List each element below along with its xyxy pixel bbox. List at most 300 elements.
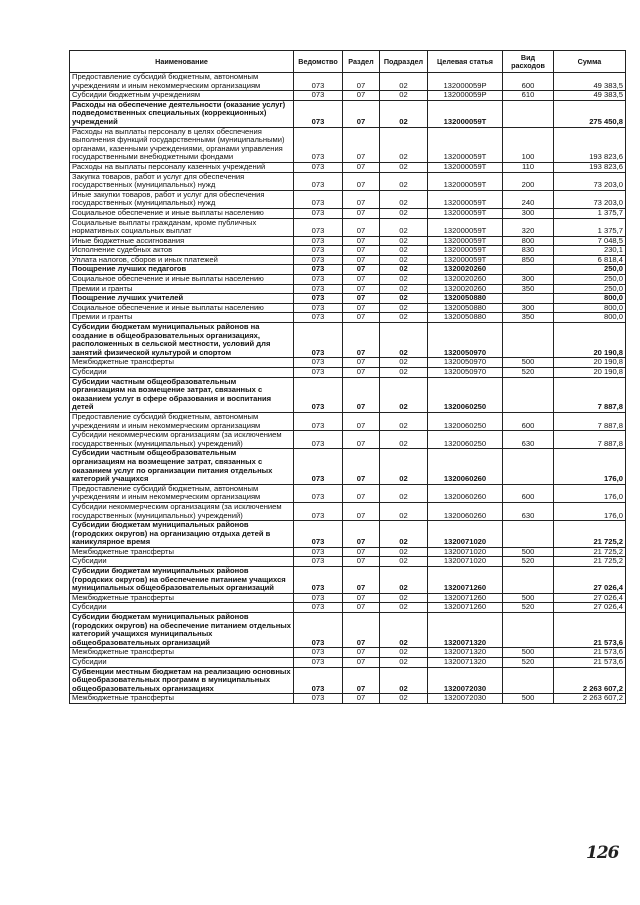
row-name: Субсидии (70, 603, 294, 613)
table-body (70, 73, 626, 704)
row-target-item: 1320050970 (428, 323, 503, 358)
row-section: 07 (343, 547, 380, 557)
row-subsection: 02 (380, 303, 428, 313)
row-section: 07 (343, 265, 380, 275)
row-section: 07 (343, 284, 380, 294)
row-amount: 176,0 (554, 484, 626, 502)
row-name: Субсидии бюджетам муниципальных районов на создание в общеобразовательных организациях, расположенных в сельской местности, условий для занятий физической культурой и спортом (70, 323, 294, 358)
row-department: 073 (294, 208, 343, 218)
row-target-item: 1320050880 (428, 313, 503, 323)
row-section: 07 (343, 73, 380, 91)
header-target-item: Целевая статья (428, 51, 503, 73)
row-subsection: 02 (380, 127, 428, 162)
row-department: 073 (294, 236, 343, 246)
row-subsection: 02 (380, 73, 428, 91)
row-expense-type: 300 (503, 208, 554, 218)
row-subsection: 02 (380, 208, 428, 218)
row-department: 073 (294, 557, 343, 567)
row-name: Поощрение лучших педагогов (70, 265, 294, 275)
row-target-item: 1320071320 (428, 613, 503, 648)
row-section: 07 (343, 100, 380, 127)
row-amount: 193 823,6 (554, 127, 626, 162)
row-name: Субвенции местным бюджетам на реализацию основных общеобразовательных программ в муниципальных общеобразовательных организациях (70, 667, 294, 694)
row-section: 07 (343, 593, 380, 603)
row-amount: 73 203,0 (554, 172, 626, 190)
row-name: Предоставление субсидий бюджетным, автономным учреждениям и иным некоммерческим организациям (70, 484, 294, 502)
row-department: 073 (294, 255, 343, 265)
row-amount: 6 818,4 (554, 255, 626, 265)
row-department: 073 (294, 100, 343, 127)
row-section: 07 (343, 255, 380, 265)
row-name: Субсидии (70, 368, 294, 378)
row-department: 073 (294, 190, 343, 208)
header-name: Наименование (70, 51, 294, 73)
row-target-item: 132000059Т (428, 172, 503, 190)
header-department: Ведомство (294, 51, 343, 73)
row-amount: 800,0 (554, 303, 626, 313)
row-department: 073 (294, 603, 343, 613)
row-subsection: 02 (380, 557, 428, 567)
row-section: 07 (343, 368, 380, 378)
table-row (70, 91, 626, 101)
row-target-item: 132000059Т (428, 127, 503, 162)
row-amount: 27 026,4 (554, 603, 626, 613)
row-target-item: 1320060260 (428, 449, 503, 484)
table-row (70, 246, 626, 256)
row-subsection: 02 (380, 658, 428, 668)
row-subsection: 02 (380, 593, 428, 603)
row-expense-type: 600 (503, 73, 554, 91)
row-subsection: 02 (380, 484, 428, 502)
row-target-item: 1320060260 (428, 502, 503, 520)
row-expense-type: 500 (503, 648, 554, 658)
row-expense-type: 800 (503, 236, 554, 246)
table-row (70, 368, 626, 378)
row-target-item: 132000059Т (428, 208, 503, 218)
row-expense-type: 110 (503, 162, 554, 172)
row-name: Предоставление субсидий бюджетным, автономным учреждениям и иным некоммерческим организациям (70, 73, 294, 91)
row-subsection: 02 (380, 100, 428, 127)
row-expense-type: 350 (503, 313, 554, 323)
table-row (70, 449, 626, 484)
row-name: Субсидии некоммерческим организациям (за исключением государственных (муниципальных) учреждений) (70, 502, 294, 520)
row-name: Расходы на выплаты персоналу казенных учреждений (70, 162, 294, 172)
row-name: Социальное обеспечение и иные выплаты населению (70, 208, 294, 218)
row-expense-type: 320 (503, 218, 554, 236)
row-expense-type: 520 (503, 368, 554, 378)
row-department: 073 (294, 658, 343, 668)
table-header (70, 51, 626, 73)
table-row (70, 294, 626, 304)
row-expense-type: 500 (503, 694, 554, 704)
row-department: 073 (294, 613, 343, 648)
row-section: 07 (343, 484, 380, 502)
row-section: 07 (343, 502, 380, 520)
row-name: Иные закупки товаров, работ и услуг для обеспечения государственных (муниципальных) нужд (70, 190, 294, 208)
row-section: 07 (343, 557, 380, 567)
row-target-item: 132000059Т (428, 246, 503, 256)
row-amount: 20 190,8 (554, 368, 626, 378)
row-subsection: 02 (380, 648, 428, 658)
row-amount: 7 887,8 (554, 377, 626, 412)
row-department: 073 (294, 323, 343, 358)
row-expense-type: 830 (503, 246, 554, 256)
header-row (70, 51, 626, 73)
row-department: 073 (294, 91, 343, 101)
row-department: 073 (294, 275, 343, 285)
row-subsection: 02 (380, 265, 428, 275)
row-name: Субсидии частным общеобразовательным организациям на возмещение затрат, связанных с оказанием услуг по организации питания отдельных категорий учащихся (70, 449, 294, 484)
row-target-item: 132000059Р (428, 73, 503, 91)
table-row (70, 484, 626, 502)
row-section: 07 (343, 667, 380, 694)
table-row (70, 694, 626, 704)
table-row (70, 658, 626, 668)
row-target-item: 1320050880 (428, 294, 503, 304)
row-name: Премии и гранты (70, 313, 294, 323)
row-department: 073 (294, 246, 343, 256)
table-row (70, 162, 626, 172)
row-section: 07 (343, 603, 380, 613)
row-target-item: 1320050970 (428, 368, 503, 378)
row-expense-type: 100 (503, 127, 554, 162)
row-section: 07 (343, 377, 380, 412)
row-department: 073 (294, 218, 343, 236)
row-section: 07 (343, 313, 380, 323)
row-expense-type: 850 (503, 255, 554, 265)
row-target-item: 1320071020 (428, 547, 503, 557)
row-amount: 800,0 (554, 313, 626, 323)
row-target-item: 1320060250 (428, 412, 503, 430)
row-department: 073 (294, 412, 343, 430)
row-subsection: 02 (380, 358, 428, 368)
row-section: 07 (343, 521, 380, 548)
table-row (70, 208, 626, 218)
row-section: 07 (343, 236, 380, 246)
row-name: Предоставление субсидий бюджетным, автономным учреждениям и иным некоммерческим организациям (70, 412, 294, 430)
row-target-item: 1320071020 (428, 557, 503, 567)
row-amount: 20 190,8 (554, 323, 626, 358)
table-row (70, 358, 626, 368)
table-row (70, 667, 626, 694)
row-name: Расходы на выплаты персоналу в целях обеспечения выполнения функций государственными (муниципальными) органами, казенными учреждениями, органами управления государственными внебюджетными фондами (70, 127, 294, 162)
row-department: 073 (294, 303, 343, 313)
row-department: 073 (294, 667, 343, 694)
row-section: 07 (343, 648, 380, 658)
row-amount: 275 450,8 (554, 100, 626, 127)
budget-table (69, 50, 626, 704)
row-amount: 7 048,5 (554, 236, 626, 246)
row-expense-type: 500 (503, 593, 554, 603)
row-target-item: 1320060250 (428, 431, 503, 449)
row-target-item: 1320071260 (428, 593, 503, 603)
row-expense-type (503, 667, 554, 694)
row-subsection: 02 (380, 502, 428, 520)
row-subsection: 02 (380, 162, 428, 172)
row-name: Субсидии некоммерческим организациям (за исключением государственных (муниципальных) учреждений) (70, 431, 294, 449)
row-name: Исполнение судебных актов (70, 246, 294, 256)
row-target-item: 1320020260 (428, 284, 503, 294)
row-subsection: 02 (380, 567, 428, 594)
table-row (70, 100, 626, 127)
row-amount: 21 725,2 (554, 557, 626, 567)
row-department: 073 (294, 648, 343, 658)
row-amount: 176,0 (554, 449, 626, 484)
row-name: Социальное обеспечение и иные выплаты населению (70, 303, 294, 313)
row-section: 07 (343, 208, 380, 218)
row-amount: 21 573,6 (554, 648, 626, 658)
header-subsection: Подраздел (380, 51, 428, 73)
row-expense-type (503, 449, 554, 484)
row-subsection: 02 (380, 294, 428, 304)
row-target-item: 1320020260 (428, 275, 503, 285)
row-amount: 49 383,5 (554, 91, 626, 101)
row-amount: 250,0 (554, 265, 626, 275)
row-section: 07 (343, 172, 380, 190)
row-amount: 73 203,0 (554, 190, 626, 208)
row-target-item: 132000059Т (428, 162, 503, 172)
row-section: 07 (343, 275, 380, 285)
row-subsection: 02 (380, 368, 428, 378)
row-department: 073 (294, 694, 343, 704)
table-row (70, 127, 626, 162)
row-name: Субсидии частным общеобразовательным организациям на возмещение затрат, связанных с оказанием услуг в сфере образования и воспитания детей (70, 377, 294, 412)
row-expense-type: 300 (503, 275, 554, 285)
row-expense-type: 520 (503, 557, 554, 567)
row-subsection: 02 (380, 323, 428, 358)
row-amount: 7 887,8 (554, 431, 626, 449)
row-amount: 250,0 (554, 284, 626, 294)
row-section: 07 (343, 294, 380, 304)
row-name: Уплата налогов, сборов и иных платежей (70, 255, 294, 265)
row-subsection: 02 (380, 521, 428, 548)
table-row (70, 218, 626, 236)
table-row (70, 521, 626, 548)
row-amount: 176,0 (554, 502, 626, 520)
row-amount: 20 190,8 (554, 358, 626, 368)
row-subsection: 02 (380, 275, 428, 285)
row-subsection: 02 (380, 449, 428, 484)
row-name: Социальные выплаты гражданам, кроме публичных нормативных социальных выплат (70, 218, 294, 236)
row-target-item: 1320060250 (428, 377, 503, 412)
table-row (70, 502, 626, 520)
row-amount: 800,0 (554, 294, 626, 304)
row-department: 073 (294, 431, 343, 449)
row-department: 073 (294, 567, 343, 594)
table-row (70, 323, 626, 358)
table-row (70, 431, 626, 449)
row-section: 07 (343, 246, 380, 256)
row-subsection: 02 (380, 284, 428, 294)
row-name: Субсидии бюджетам муниципальных районов (городских округов) на обеспечение питанием отдельных категорий учащихся муниципальных общеобразовательных организаций (70, 613, 294, 648)
row-department: 073 (294, 284, 343, 294)
header-section: Раздел (343, 51, 380, 73)
row-target-item: 132000059Т (428, 218, 503, 236)
row-name: Межбюджетные трансферты (70, 648, 294, 658)
row-target-item: 1320071320 (428, 648, 503, 658)
header-amount: Сумма (554, 51, 626, 73)
row-section: 07 (343, 358, 380, 368)
row-subsection: 02 (380, 190, 428, 208)
row-section: 07 (343, 449, 380, 484)
row-department: 073 (294, 521, 343, 548)
row-name: Субсидии (70, 658, 294, 668)
row-subsection: 02 (380, 667, 428, 694)
row-name: Премии и гранты (70, 284, 294, 294)
row-expense-type: 350 (503, 284, 554, 294)
row-department: 073 (294, 73, 343, 91)
row-target-item: 1320060260 (428, 484, 503, 502)
row-name: Субсидии бюджетам муниципальных районов (городских округов) на обеспечение питанием учащихся муниципальных общеобразовательных организаций (70, 567, 294, 594)
row-name: Межбюджетные трансферты (70, 358, 294, 368)
row-subsection: 02 (380, 91, 428, 101)
row-department: 073 (294, 593, 343, 603)
table-row (70, 567, 626, 594)
table-row (70, 648, 626, 658)
row-subsection: 02 (380, 255, 428, 265)
row-department: 073 (294, 502, 343, 520)
row-amount: 21 725,2 (554, 521, 626, 548)
row-expense-type: 300 (503, 303, 554, 313)
row-amount: 49 383,5 (554, 73, 626, 91)
row-department: 073 (294, 449, 343, 484)
row-target-item: 1320050880 (428, 303, 503, 313)
row-department: 073 (294, 162, 343, 172)
row-subsection: 02 (380, 412, 428, 430)
row-expense-type: 200 (503, 172, 554, 190)
row-amount: 21 573,6 (554, 613, 626, 648)
row-subsection: 02 (380, 172, 428, 190)
row-section: 07 (343, 567, 380, 594)
row-amount: 21 573,6 (554, 658, 626, 668)
row-expense-type (503, 323, 554, 358)
row-amount: 2 263 607,2 (554, 694, 626, 704)
row-expense-type (503, 377, 554, 412)
table-row (70, 412, 626, 430)
row-subsection: 02 (380, 218, 428, 236)
row-target-item: 132000059Т (428, 100, 503, 127)
row-expense-type: 500 (503, 358, 554, 368)
row-section: 07 (343, 91, 380, 101)
row-expense-type: 520 (503, 603, 554, 613)
row-expense-type: 600 (503, 412, 554, 430)
row-subsection: 02 (380, 313, 428, 323)
row-subsection: 02 (380, 236, 428, 246)
row-section: 07 (343, 323, 380, 358)
row-department: 073 (294, 313, 343, 323)
row-department: 073 (294, 484, 343, 502)
row-name: Иные бюджетные ассигнования (70, 236, 294, 246)
row-name: Социальное обеспечение и иные выплаты населению (70, 275, 294, 285)
row-section: 07 (343, 162, 380, 172)
header-expense-type: Вид расходов (503, 51, 554, 73)
row-section: 07 (343, 218, 380, 236)
row-target-item: 1320071320 (428, 658, 503, 668)
row-subsection: 02 (380, 694, 428, 704)
table-row (70, 547, 626, 557)
row-section: 07 (343, 694, 380, 704)
row-subsection: 02 (380, 613, 428, 648)
row-amount: 21 725,2 (554, 547, 626, 557)
row-subsection: 02 (380, 603, 428, 613)
row-name: Расходы на обеспечение деятельности (оказание услуг) подведомственных специальных (коррекционных) учреждений (70, 100, 294, 127)
row-expense-type: 520 (503, 658, 554, 668)
row-subsection: 02 (380, 431, 428, 449)
row-target-item: 1320071260 (428, 603, 503, 613)
row-amount: 2 263 607,2 (554, 667, 626, 694)
row-department: 073 (294, 127, 343, 162)
table-row (70, 593, 626, 603)
page-number: 126 (586, 843, 619, 863)
row-section: 07 (343, 127, 380, 162)
row-amount: 1 375,7 (554, 208, 626, 218)
row-department: 073 (294, 368, 343, 378)
row-expense-type (503, 521, 554, 548)
budget-page (69, 50, 625, 704)
table-row (70, 275, 626, 285)
row-subsection: 02 (380, 246, 428, 256)
row-amount: 1 375,7 (554, 218, 626, 236)
row-name: Субсидии (70, 557, 294, 567)
row-expense-type: 500 (503, 547, 554, 557)
row-name: Межбюджетные трансферты (70, 547, 294, 557)
row-target-item: 1320020260 (428, 265, 503, 275)
row-department: 073 (294, 547, 343, 557)
row-name: Закупка товаров, работ и услуг для обеспечения государственных (муниципальных) нужд (70, 172, 294, 190)
row-target-item: 1320072030 (428, 694, 503, 704)
row-department: 073 (294, 265, 343, 275)
row-expense-type (503, 613, 554, 648)
table-row (70, 303, 626, 313)
row-section: 07 (343, 613, 380, 648)
row-section: 07 (343, 658, 380, 668)
row-name: Поощрение лучших учителей (70, 294, 294, 304)
row-name: Субсидии бюджетам муниципальных районов (городских округов) на организацию отдыха детей в каникулярное время (70, 521, 294, 548)
row-section: 07 (343, 190, 380, 208)
row-target-item: 1320050970 (428, 358, 503, 368)
table-row (70, 613, 626, 648)
row-expense-type: 610 (503, 91, 554, 101)
row-target-item: 132000059Т (428, 236, 503, 246)
row-department: 073 (294, 172, 343, 190)
row-department: 073 (294, 358, 343, 368)
table-row (70, 190, 626, 208)
row-amount: 27 026,4 (554, 593, 626, 603)
row-section: 07 (343, 431, 380, 449)
row-target-item: 1320071260 (428, 567, 503, 594)
row-department: 073 (294, 377, 343, 412)
row-expense-type (503, 100, 554, 127)
row-amount: 250,0 (554, 275, 626, 285)
row-amount: 230,1 (554, 246, 626, 256)
row-subsection: 02 (380, 547, 428, 557)
row-expense-type: 600 (503, 484, 554, 502)
row-target-item: 132000059Т (428, 190, 503, 208)
row-expense-type: 240 (503, 190, 554, 208)
row-section: 07 (343, 412, 380, 430)
row-department: 073 (294, 294, 343, 304)
table-row (70, 73, 626, 91)
row-amount: 7 887,8 (554, 412, 626, 430)
row-name: Межбюджетные трансферты (70, 694, 294, 704)
row-target-item: 132000059Т (428, 255, 503, 265)
row-expense-type (503, 294, 554, 304)
row-amount: 193 823,6 (554, 162, 626, 172)
table-row (70, 172, 626, 190)
row-amount: 27 026,4 (554, 567, 626, 594)
row-expense-type: 630 (503, 502, 554, 520)
row-target-item: 1320072030 (428, 667, 503, 694)
